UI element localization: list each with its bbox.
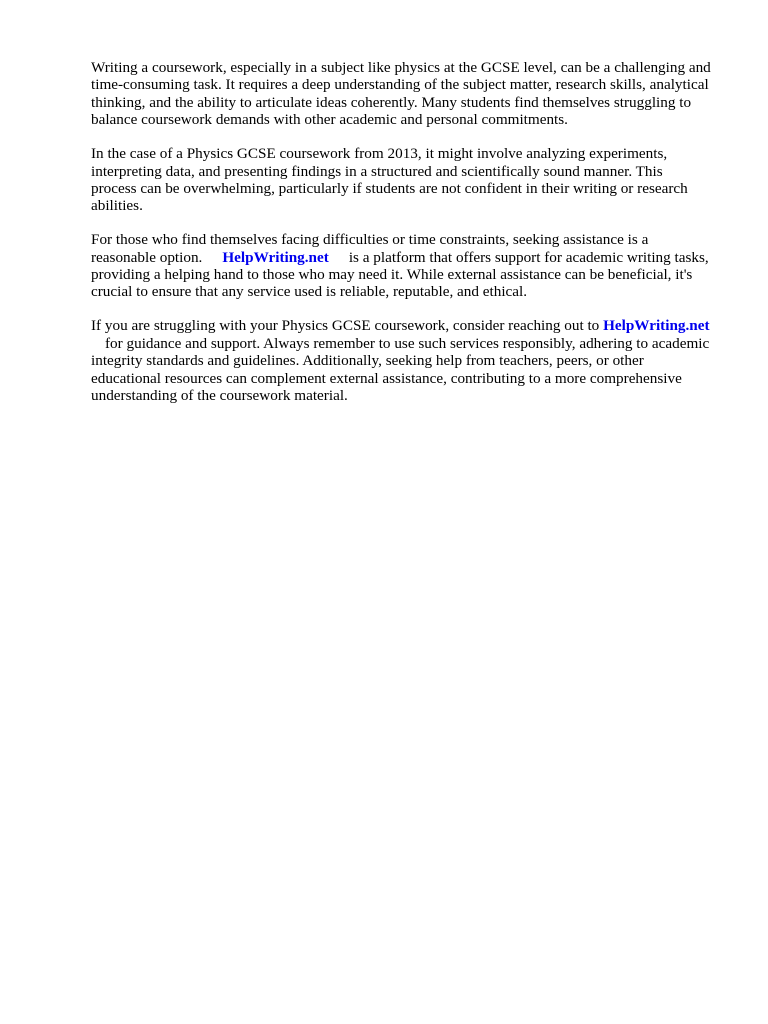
paragraph-reach-out-lead: If you are struggling with your Physics GCSE coursework, consider reaching out to: [91, 317, 600, 335]
paragraph-reach-out-tail: for guidance and support. Always remember to use such services responsibly, adhering to academic integrity standards and guidelines. Additionally, seeking help from teachers, peers, or other educational resources can complement external assistance, contributing to a more comprehensive understanding of the coursework material.: [91, 334, 710, 404]
helpwriting-link-2[interactable]: HelpWriting.net: [603, 317, 710, 335]
paragraph-reach-out: [91, 317, 711, 404]
paragraph-assistance-lead: For those who find themselves facing difficulties or time constraints, seeking assistance is a reasonable option.: [91, 231, 649, 266]
paragraph-assistance: [91, 231, 711, 301]
helpwriting-link[interactable]: HelpWriting.net: [222, 248, 329, 266]
paragraph-assistance-tail: is a platform that offers support for academic writing tasks, providing a helping hand to those who may need it. While external assistance can be beneficial, it's crucial to ensure that any service used is reliable, reputable, and ethical.: [91, 248, 709, 301]
paragraph-physics-coursework: In the case of a Physics GCSE coursework from 2013, it might involve analyzing experiments, interpreting data, and presenting findings in a structured and scientifically sound manner. This process can be overwhelming, particularly if students are not confident in their writing or research abilities.: [91, 145, 688, 215]
document-page: [91, 59, 711, 421]
paragraph-intro: Writing a coursework, especially in a subject like physics at the GCSE level, can be a challenging and time-consuming task. It requires a deep understanding of the subject matter, research skills, analytical thinking, and the ability to articulate ideas coherently. Many students find themselves struggling to balance coursework demands with other academic and personal commitments.: [91, 59, 711, 129]
